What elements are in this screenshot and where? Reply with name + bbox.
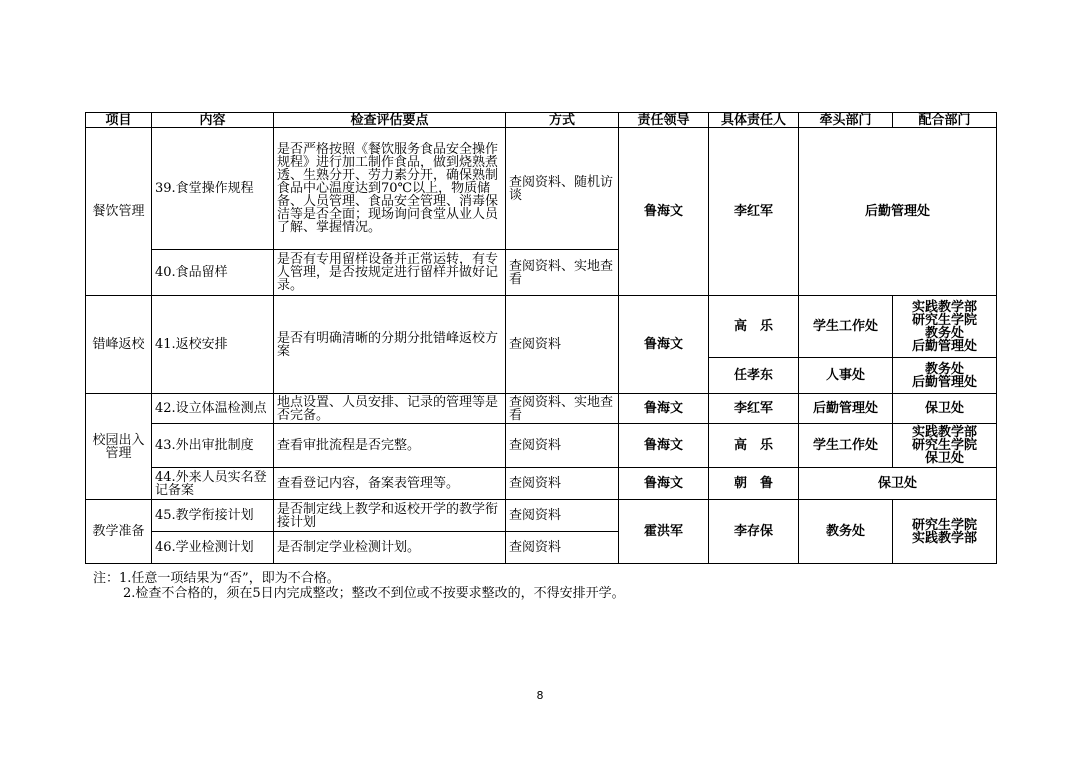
section-name: 错峰返校 (86, 296, 152, 394)
coop-dept-cell: 研究生学院 实践教学部 (893, 500, 997, 564)
header-lead-dept: 牵头部门 (799, 113, 893, 128)
method-cell: 查阅资料 (506, 500, 619, 532)
table-row (86, 296, 997, 358)
points-cell: 查看登记内容，备案表管理等。 (274, 468, 506, 500)
points-cell: 查看审批流程是否完整。 (274, 424, 506, 468)
lead-dept-cell: 保卫处 (799, 468, 997, 500)
lead-dept-cell: 后勤管理处 (799, 394, 893, 424)
content-cell: 43.外出审批制度 (152, 424, 274, 468)
leader-cell: 鲁海文 (619, 424, 709, 468)
lead-dept-cell: 后勤管理处 (799, 128, 997, 296)
table-row (86, 128, 997, 250)
leader-cell: 霍洪军 (619, 500, 709, 564)
lead-dept-cell: 学生工作处 (799, 424, 893, 468)
method-cell: 查阅资料、实地查看 (506, 394, 619, 424)
coop-dept-cell: 实践教学部 研究生学院 教务处 后勤管理处 (893, 296, 997, 358)
page-number: 8 (536, 689, 544, 702)
person-cell: 李红军 (709, 394, 799, 424)
header-method: 方式 (506, 113, 619, 128)
person-cell: 任孝东 (709, 358, 799, 394)
content-cell: 42.设立体温检测点 (152, 394, 274, 424)
content-cell: 46.学业检测计划 (152, 532, 274, 564)
header-person: 具体责任人 (709, 113, 799, 128)
method-cell: 查阅资料 (506, 468, 619, 500)
method-cell: 查阅资料 (506, 424, 619, 468)
person-cell: 李存保 (709, 500, 799, 564)
person-cell: 朝 鲁 (709, 468, 799, 500)
person-cell: 高 乐 (709, 424, 799, 468)
lead-dept-cell: 教务处 (799, 500, 893, 564)
leader-cell: 鲁海文 (619, 128, 709, 296)
points-cell: 是否制定学业检测计划。 (274, 532, 506, 564)
header-row (86, 113, 997, 128)
table-row (86, 394, 997, 424)
person-cell: 李红军 (709, 128, 799, 296)
points-cell: 是否制定线上教学和返校开学的教学衔接计划 (274, 500, 506, 532)
content-cell: 45.教学衔接计划 (152, 500, 274, 532)
points-cell: 是否有专用留样设备并正常运转，有专人管理，是否按规定进行留样并做好记录。 (274, 250, 506, 296)
header-leader: 责任领导 (619, 113, 709, 128)
leader-cell: 鲁海文 (619, 468, 709, 500)
lead-dept-cell: 人事处 (799, 358, 893, 394)
header-coop-dept: 配合部门 (893, 113, 997, 128)
section-name: 校园出入管理 (86, 394, 152, 500)
coop-dept-cell: 保卫处 (893, 394, 997, 424)
table-row (86, 468, 997, 500)
method-cell: 查阅资料 (506, 296, 619, 394)
leader-cell: 鲁海文 (619, 296, 709, 394)
content-cell: 40.食品留样 (152, 250, 274, 296)
table-row (86, 424, 997, 468)
method-cell: 查阅资料 (506, 532, 619, 564)
content-cell: 41.返校安排 (152, 296, 274, 394)
points-cell: 是否有明确清晰的分期分批错峰返校方案 (274, 296, 506, 394)
coop-dept-cell: 实践教学部 研究生学院 保卫处 (893, 424, 997, 468)
method-cell: 查阅资料、随机访谈 (506, 128, 619, 250)
note-line: 2.检查不合格的，须在5日内完成整改；整改不到位或不按要求整改的，不得安排开学。 (123, 586, 625, 601)
header-item: 项目 (86, 113, 152, 128)
person-cell: 高 乐 (709, 296, 799, 358)
header-content: 内容 (152, 113, 274, 128)
content-cell: 39.食堂操作规程 (152, 128, 274, 250)
method-cell: 查阅资料、实地查看 (506, 250, 619, 296)
header-points: 检查评估要点 (274, 113, 506, 128)
content-cell: 44.外来人员实名登记备案 (152, 468, 274, 500)
coop-dept-cell: 教务处 后勤管理处 (893, 358, 997, 394)
notes (93, 571, 625, 601)
note-line: 注：1.任意一项结果为“否”，即为不合格。 (93, 571, 340, 586)
table-row (86, 500, 997, 532)
points-cell: 是否严格按照《餐饮服务食品安全操作规程》进行加工制作食品，做到烧熟煮透、生熟分开、劳力素分开，确保熟制食品中心温度达到70℃以上，物质储备、人员管理、食品安全管理、消毒保洁等是否全面；现场询问食堂从业人员了解、掌握情况。 (274, 128, 506, 250)
inspection-table (85, 112, 997, 564)
section-name: 教学准备 (86, 500, 152, 564)
lead-dept-cell: 学生工作处 (799, 296, 893, 358)
section-name: 餐饮管理 (86, 128, 152, 296)
points-cell: 地点设置、人员安排、记录的管理等是否完备。 (274, 394, 506, 424)
leader-cell: 鲁海文 (619, 394, 709, 424)
